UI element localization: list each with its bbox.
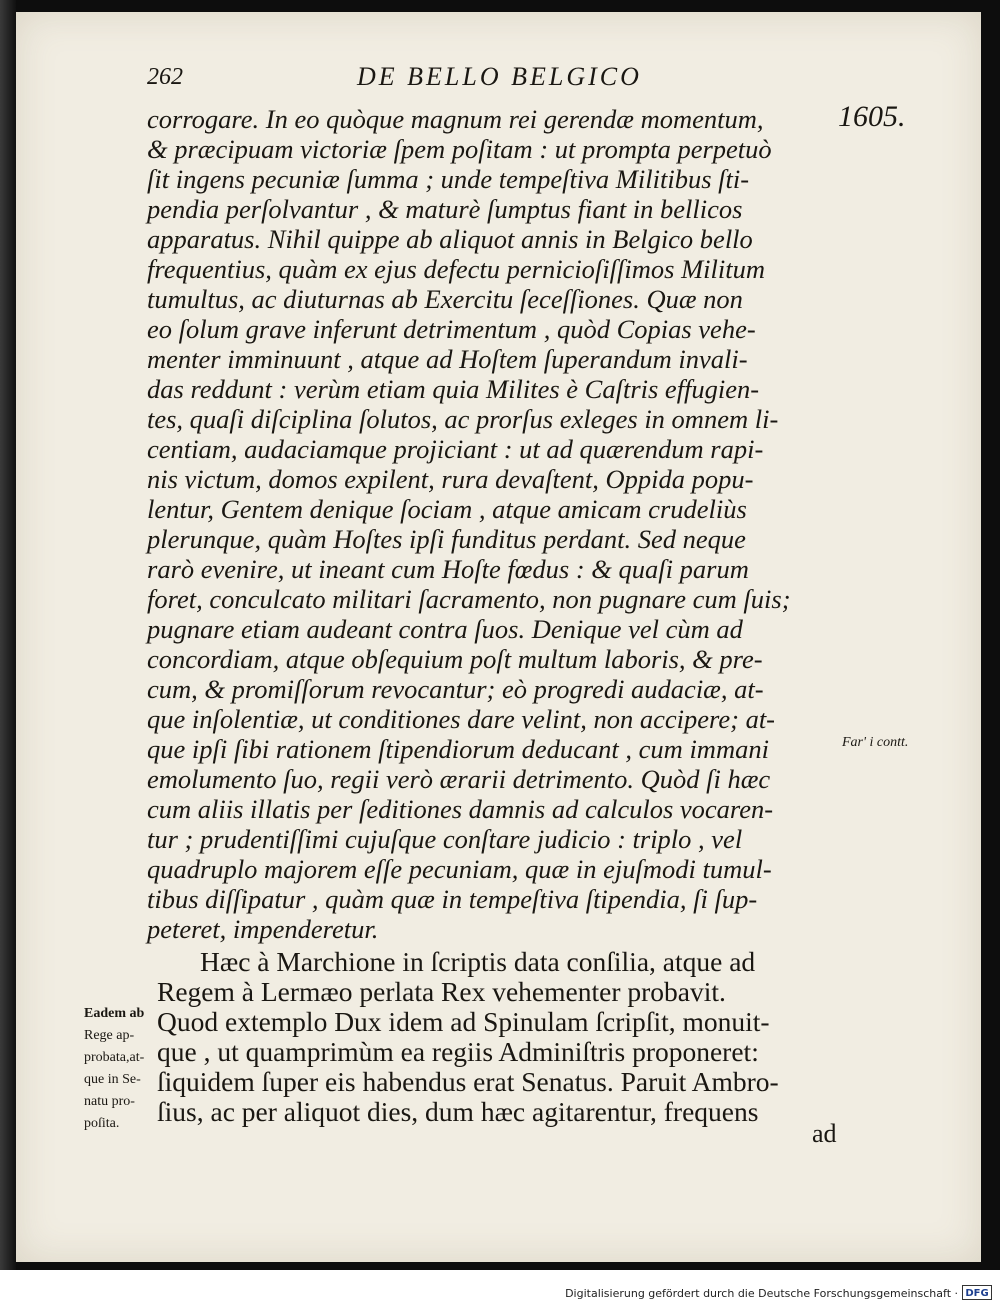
text-line: das reddunt : verùm etiam quia Milites è Caſtris effugien- bbox=[147, 374, 760, 404]
text-line: que inſolentiæ, ut conditiones dare velint, non accipere; at- bbox=[147, 704, 776, 734]
text-line: ſiquidem ſuper eis habendus erat Senatus. Paruit Ambro- bbox=[157, 1066, 779, 1097]
text-line: cum aliis illatis per ſeditiones damnis ad calculos vocaren- bbox=[147, 794, 774, 824]
text-line: Quod extemplo Dux idem ad Spinulam ſcripſit, monuit- bbox=[157, 1006, 770, 1037]
text-line: rarò evenire, ut ineant cum Hoſte fœdus : & quaſi parum bbox=[147, 554, 749, 584]
text-line: foret, conculcato militari ſacramento, non pugnare cum ſuis; bbox=[147, 584, 791, 614]
text-line: ſius, ac per aliquot dies, dum hæc agitarentur, frequens bbox=[157, 1096, 759, 1127]
page-number: 262 bbox=[147, 64, 183, 90]
text-line: emolumento ſuo, regii verò ærarii detrimento. Quòd ſi hæc bbox=[147, 764, 771, 794]
text-line: corrogare. In eo quòque magnum rei gerendæ momentum, bbox=[147, 104, 764, 134]
margin-note-line: probata,at- bbox=[84, 1050, 145, 1065]
margin-note-line: Rege ap- bbox=[84, 1028, 135, 1043]
text-line: menter imminuunt , atque ad Hoſtem ſuperandum invali- bbox=[147, 344, 748, 374]
text-line: que ipſi ſibi rationem ſtipendiorum deducant , cum immani bbox=[147, 734, 769, 764]
running-head: DE BELLO BELGICO bbox=[357, 62, 642, 91]
year-marginal: 1605. bbox=[838, 100, 906, 133]
dfg-logo: DFG bbox=[962, 1285, 992, 1300]
text-line: quadruplo majorem eſſe pecuniam, quæ in ejuſmodi tumul- bbox=[147, 854, 772, 884]
text-line: eo ſolum grave inferunt detrimentum , quòd Copias vehe- bbox=[147, 314, 756, 344]
text-line: ſit ingens pecuniæ ſumma ; unde tempeſtiva Militibus ſti- bbox=[147, 164, 750, 194]
margin-note-left bbox=[84, 1003, 144, 1135]
margin-note-line: que in Se- bbox=[84, 1072, 141, 1087]
text-line: cum, & promiſſorum revocantur; eò progredi audaciæ, at- bbox=[147, 674, 764, 704]
margin-note-line: natu pro- bbox=[84, 1094, 135, 1109]
text-line: Hæc à Marchione in ſcriptis data conſilia, atque ad bbox=[200, 946, 756, 977]
text-line: tibus diſſipatur , quàm quæ in tempeſtiva ſtipendia, ſi ſup- bbox=[147, 884, 758, 914]
text-line: pendia perſolvantur , & maturè ſumptus fiant in bellicos bbox=[147, 194, 743, 224]
text-line: lentur, Gentem denique ſociam , atque amicam crudeliùs bbox=[147, 494, 747, 524]
text-line: nis victum, domos expilent, rura devaſtent, Oppida popu- bbox=[147, 464, 754, 494]
margin-note-line: poſita. bbox=[84, 1116, 120, 1131]
scan-edge-shadow bbox=[0, 0, 16, 1270]
catchword: ad bbox=[812, 1119, 837, 1148]
text-line: concordiam, atque obſequium poſt multum laboris, & pre- bbox=[147, 644, 763, 674]
text-line: que , ut quamprimùm ea regiis Adminiſtris proponeret: bbox=[157, 1036, 759, 1067]
margin-note-right: Far' i contt. bbox=[842, 735, 909, 750]
text-line: tumultus, ac diuturnas ab Exercitu ſeceſſiones. Quæ non bbox=[147, 284, 743, 314]
text-line: pugnare etiam audeant contra ſuos. Denique vel cùm ad bbox=[147, 614, 743, 644]
text-line: apparatus. Nihil quippe ab aliquot annis in Belgico bello bbox=[147, 224, 753, 254]
text-line: centiam, audaciamque projiciant : ut ad quærendum rapi- bbox=[147, 434, 764, 464]
text-line: & præcipuam victoriæ ſpem poſitam : ut prompta perpetuò bbox=[147, 134, 772, 164]
footer-credit: Digitalisierung gefördert durch die Deutsche Forschungsgemeinschaft · bbox=[565, 1287, 958, 1300]
text-line: plerunque, quàm Hoſtes ipſi funditus perdant. Sed neque bbox=[147, 524, 746, 554]
text-line: Regem à Lermæo perlata Rex vehementer probavit. bbox=[157, 976, 726, 1007]
margin-note-line: Eadem ab bbox=[84, 1006, 145, 1021]
text-line: tur ; prudentiſſimi cujuſque conſtare judicio : triplo , vel bbox=[147, 824, 743, 854]
text-line: peteret, impenderetur. bbox=[147, 914, 379, 944]
text-line: tes, quaſi diſciplina ſolutos, ac prorſus exleges in omnem li- bbox=[147, 404, 779, 434]
text-line: frequentius, quàm ex ejus defectu pernicioſiſſimos Militum bbox=[147, 254, 765, 284]
